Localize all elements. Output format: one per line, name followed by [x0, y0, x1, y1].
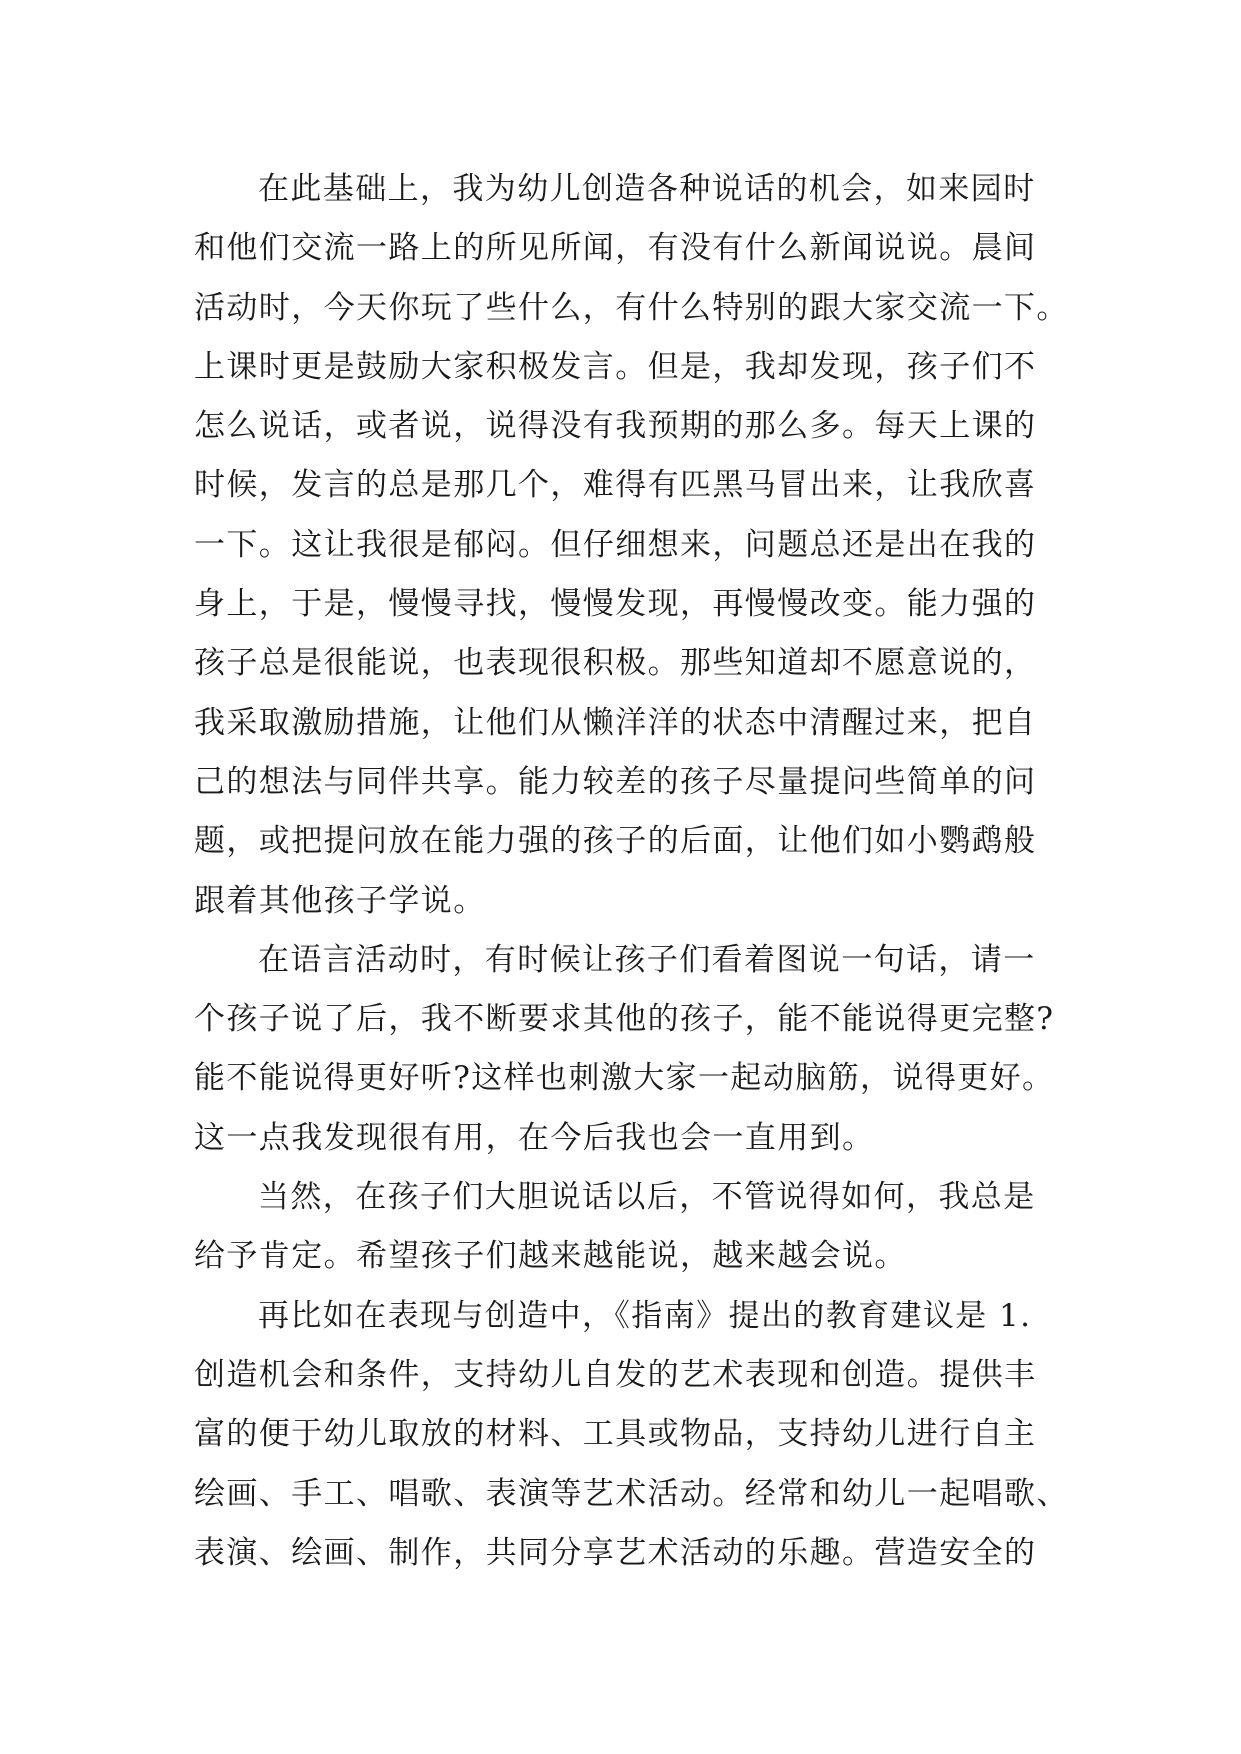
text-line: 己的想法与同伴共享。能力较差的孩子尽量提问些简单的问	[194, 763, 1037, 800]
text-line: 和他们交流一路上的所见所闻，有没有什么新闻说说。晨间	[194, 230, 1037, 267]
text-line: 时候，发言的总是那几个，难得有匹黑马冒出来，让我欣喜	[194, 467, 1037, 504]
text-line: 跟着其他孩子学说。	[194, 882, 486, 919]
text-line: 能不能说得更好听?这样也刺激大家一起动脑筋，说得更好。	[194, 1060, 1055, 1097]
paragraph-1	[194, 160, 1074, 931]
body-text	[194, 160, 1074, 1583]
text-line: 怎么说话，或者说，说得没有我预期的那么多。每天上课的	[194, 408, 1037, 445]
text-line: 再比如在表现与创造中，《指南》提出的教育建议是 1.	[258, 1297, 1032, 1334]
text-line: 孩子总是很能说，也表现很积极。那些知道却不愿意说的，	[194, 645, 1037, 682]
text-line: 创造机会和条件，支持幼儿自发的艺术表现和创造。提供丰	[194, 1356, 1037, 1393]
paragraph-4	[194, 1287, 1074, 1583]
text-line: 在此基础上，我为幼儿创造各种说话的机会，如来园时	[258, 171, 1036, 207]
text-line: 这一点我发现很有用，在今后我也会一直用到。	[194, 1119, 875, 1156]
paragraph-3	[194, 1168, 1074, 1287]
text-line: 身上，于是，慢慢寻找，慢慢发现，再慢慢改变。能力强的	[194, 586, 1037, 623]
text-line: 绘画、手工、唱歌、表演等艺术活动。经常和幼儿一起唱歌、	[194, 1475, 1069, 1512]
text-line: 在语言活动时，有时候让孩子们看着图说一句话，请一	[258, 941, 1036, 978]
text-line: 上课时更是鼓励大家积极发言。但是，我却发现，孩子们不	[194, 348, 1037, 385]
paragraph-2	[194, 931, 1074, 1168]
text-line: 表演、绘画、制作，共同分享艺术活动的乐趣。营造安全的	[194, 1534, 1037, 1571]
text-line: 富的便于幼儿取放的材料、工具或物品，支持幼儿进行自主	[194, 1416, 1037, 1453]
text-line: 一下。这让我很是郁闷。但仔细想来，问题总还是出在我的	[194, 526, 1037, 563]
text-line: 题，或把提问放在能力强的孩子的后面，让他们如小鹦鹉般	[194, 823, 1037, 860]
text-line: 我采取激励措施，让他们从懒洋洋的状态中清醒过来，把自	[194, 704, 1037, 741]
text-line: 活动时，今天你玩了些什么，有什么特别的跟大家交流一下。	[194, 289, 1069, 326]
text-line: 个孩子说了后，我不断要求其他的孩子，能不能说得更完整?	[194, 1001, 1055, 1038]
text-line: 当然，在孩子们大胆说话以后，不管说得如何，我总是	[258, 1179, 1036, 1216]
text-line: 给予肯定。希望孩子们越来越能说，越来越会说。	[194, 1238, 907, 1275]
